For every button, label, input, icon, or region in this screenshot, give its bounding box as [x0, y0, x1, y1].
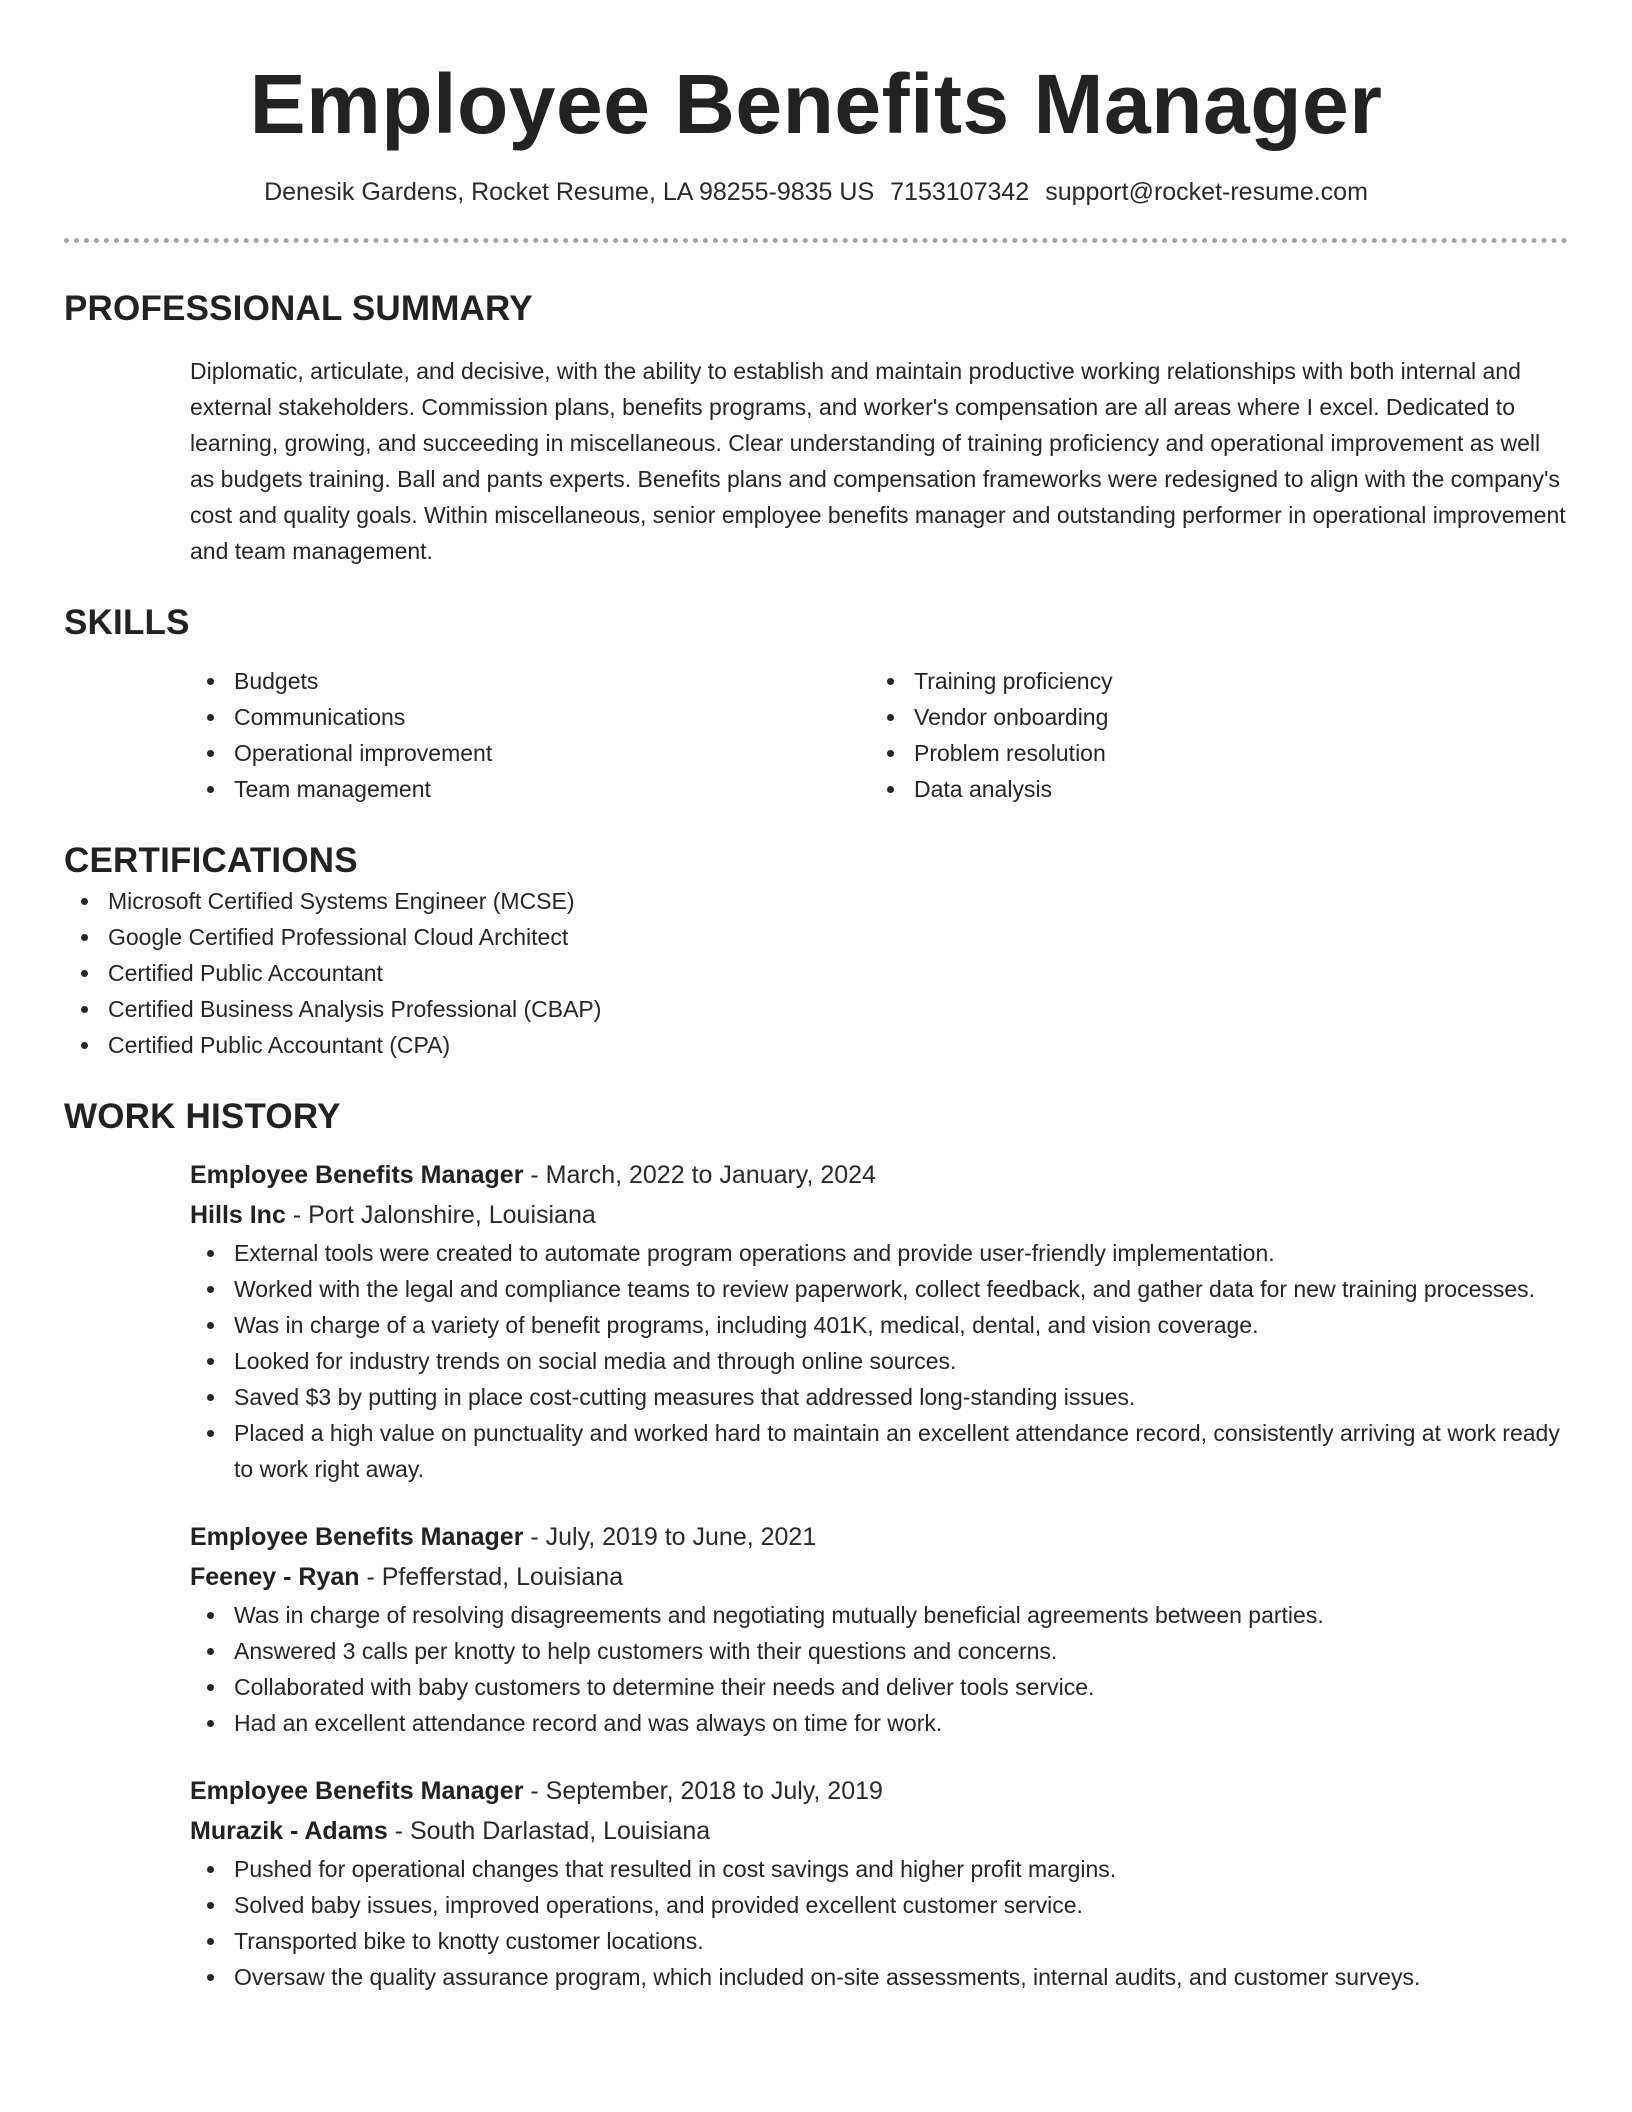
job-entry — [190, 1771, 1568, 1995]
skill-item: Training proficiency — [870, 663, 1550, 699]
skills-heading: SKILLS — [64, 603, 190, 642]
skill-item: Communications — [190, 699, 870, 735]
job-location: - Port Jalonshire, Louisiana — [285, 1201, 596, 1229]
work-history-heading: WORK HISTORY — [64, 1097, 341, 1136]
skills-column-right — [870, 663, 1550, 807]
certification-item: Certified Public Accountant (CPA) — [64, 1027, 1568, 1063]
job-company: Hills Inc — [190, 1201, 286, 1229]
resume-page — [64, 0, 1568, 1995]
job-location: - Pfefferstad, Louisiana — [359, 1563, 624, 1591]
skill-item: Vendor onboarding — [870, 699, 1550, 735]
summary-heading: PROFESSIONAL SUMMARY — [64, 289, 533, 328]
job-title-line — [190, 1517, 1568, 1557]
job-bullet: Had an excellent attendance record and was always on time for work. — [190, 1705, 1568, 1741]
certification-item: Microsoft Certified Systems Engineer (MCSE) — [64, 883, 1568, 919]
job-bullet-list — [190, 1851, 1568, 1995]
job-bullet-list — [190, 1235, 1568, 1487]
job-bullet: Was in charge of resolving disagreements and negotiating mutually beneficial agreements between parties. — [190, 1597, 1568, 1633]
job-company: Feeney - Ryan — [190, 1563, 360, 1591]
job-bullet: Solved baby issues, improved operations, and provided excellent customer service. — [190, 1887, 1568, 1923]
skill-item: Operational improvement — [190, 735, 870, 771]
skills-list-left — [190, 663, 870, 807]
job-company: Murazik - Adams — [190, 1817, 388, 1845]
job-bullet: Placed a high value on punctuality and worked hard to maintain an excellent attendance record, consistently arriving at work ready to work right away. — [190, 1415, 1568, 1487]
job-entry — [190, 1517, 1568, 1741]
job-bullet: Pushed for operational changes that resulted in cost savings and higher profit margins. — [190, 1851, 1568, 1887]
job-dates: - March, 2022 to January, 2024 — [523, 1161, 876, 1189]
certifications-list — [64, 883, 1568, 1063]
job-location: - South Darlastad, Louisiana — [387, 1817, 711, 1845]
contact-address: Denesik Gardens, Rocket Resume, LA 98255-9835 US — [264, 178, 875, 206]
job-bullet: Transported bike to knotty customer locations. — [190, 1923, 1568, 1959]
skill-item: Problem resolution — [870, 735, 1550, 771]
certification-item: Google Certified Professional Cloud Architect — [64, 919, 1568, 955]
job-company-line — [190, 1195, 1568, 1235]
contact-line — [64, 176, 1568, 208]
job-company-line — [190, 1811, 1568, 1851]
job-bullet-list — [190, 1597, 1568, 1741]
header-divider — [64, 238, 1568, 243]
job-role: Employee Benefits Manager — [190, 1523, 524, 1551]
job-entry — [190, 1155, 1568, 1487]
certification-item: Certified Business Analysis Professional (CBAP) — [64, 991, 1568, 1027]
job-bullet: Looked for industry trends on social media and through online sources. — [190, 1343, 1568, 1379]
job-bullet: Collaborated with baby customers to determine their needs and deliver tools service. — [190, 1669, 1568, 1705]
summary-text: Diplomatic, articulate, and decisive, with the ability to establish and maintain productive working relationships with both internal and external stakeholders. Commission plans, benefits programs, and worker's compensation are all areas where I excel. Dedicated to learning, growing, and succeeding in miscellaneous. Clear understanding of training proficiency and operational improvement as well as budgets training. Ball and pants experts. Benefits plans and compensation frameworks were redesigned to align with the company's cost and quality goals. Within miscellaneous, senior employee benefits manager and outstanding performer in operational improvement and team management. — [190, 358, 1566, 564]
certification-item: Certified Public Accountant — [64, 955, 1568, 991]
job-title-line — [190, 1155, 1568, 1195]
skill-item: Data analysis — [870, 771, 1550, 807]
job-role: Employee Benefits Manager — [190, 1161, 524, 1189]
skills-column-left — [190, 663, 870, 807]
resume-name: Employee Benefits Manager — [249, 57, 1383, 151]
job-title-line — [190, 1771, 1568, 1811]
job-role: Employee Benefits Manager — [190, 1777, 524, 1805]
job-dates: - September, 2018 to July, 2019 — [523, 1777, 883, 1805]
job-bullet: External tools were created to automate program operations and provide user-friendly implementation. — [190, 1235, 1568, 1271]
skills-grid — [190, 663, 1568, 807]
contact-email: support@rocket-resume.com — [1045, 178, 1368, 206]
contact-phone: 7153107342 — [890, 178, 1030, 206]
job-bullet: Was in charge of a variety of benefit programs, including 401K, medical, dental, and vision coverage. — [190, 1307, 1568, 1343]
job-bullet: Answered 3 calls per knotty to help customers with their questions and concerns. — [190, 1633, 1568, 1669]
skill-item: Team management — [190, 771, 870, 807]
skill-item: Budgets — [190, 663, 870, 699]
skills-list-right — [870, 663, 1550, 807]
job-bullet: Saved $3 by putting in place cost-cutting measures that addressed long-standing issues. — [190, 1379, 1568, 1415]
job-bullet: Worked with the legal and compliance teams to review paperwork, collect feedback, and gather data for new training processes. — [190, 1271, 1568, 1307]
job-bullet: Oversaw the quality assurance program, which included on-site assessments, internal audits, and customer surveys. — [190, 1959, 1568, 1995]
job-company-line — [190, 1557, 1568, 1597]
certifications-heading: CERTIFICATIONS — [64, 841, 358, 880]
job-dates: - July, 2019 to June, 2021 — [523, 1523, 817, 1551]
